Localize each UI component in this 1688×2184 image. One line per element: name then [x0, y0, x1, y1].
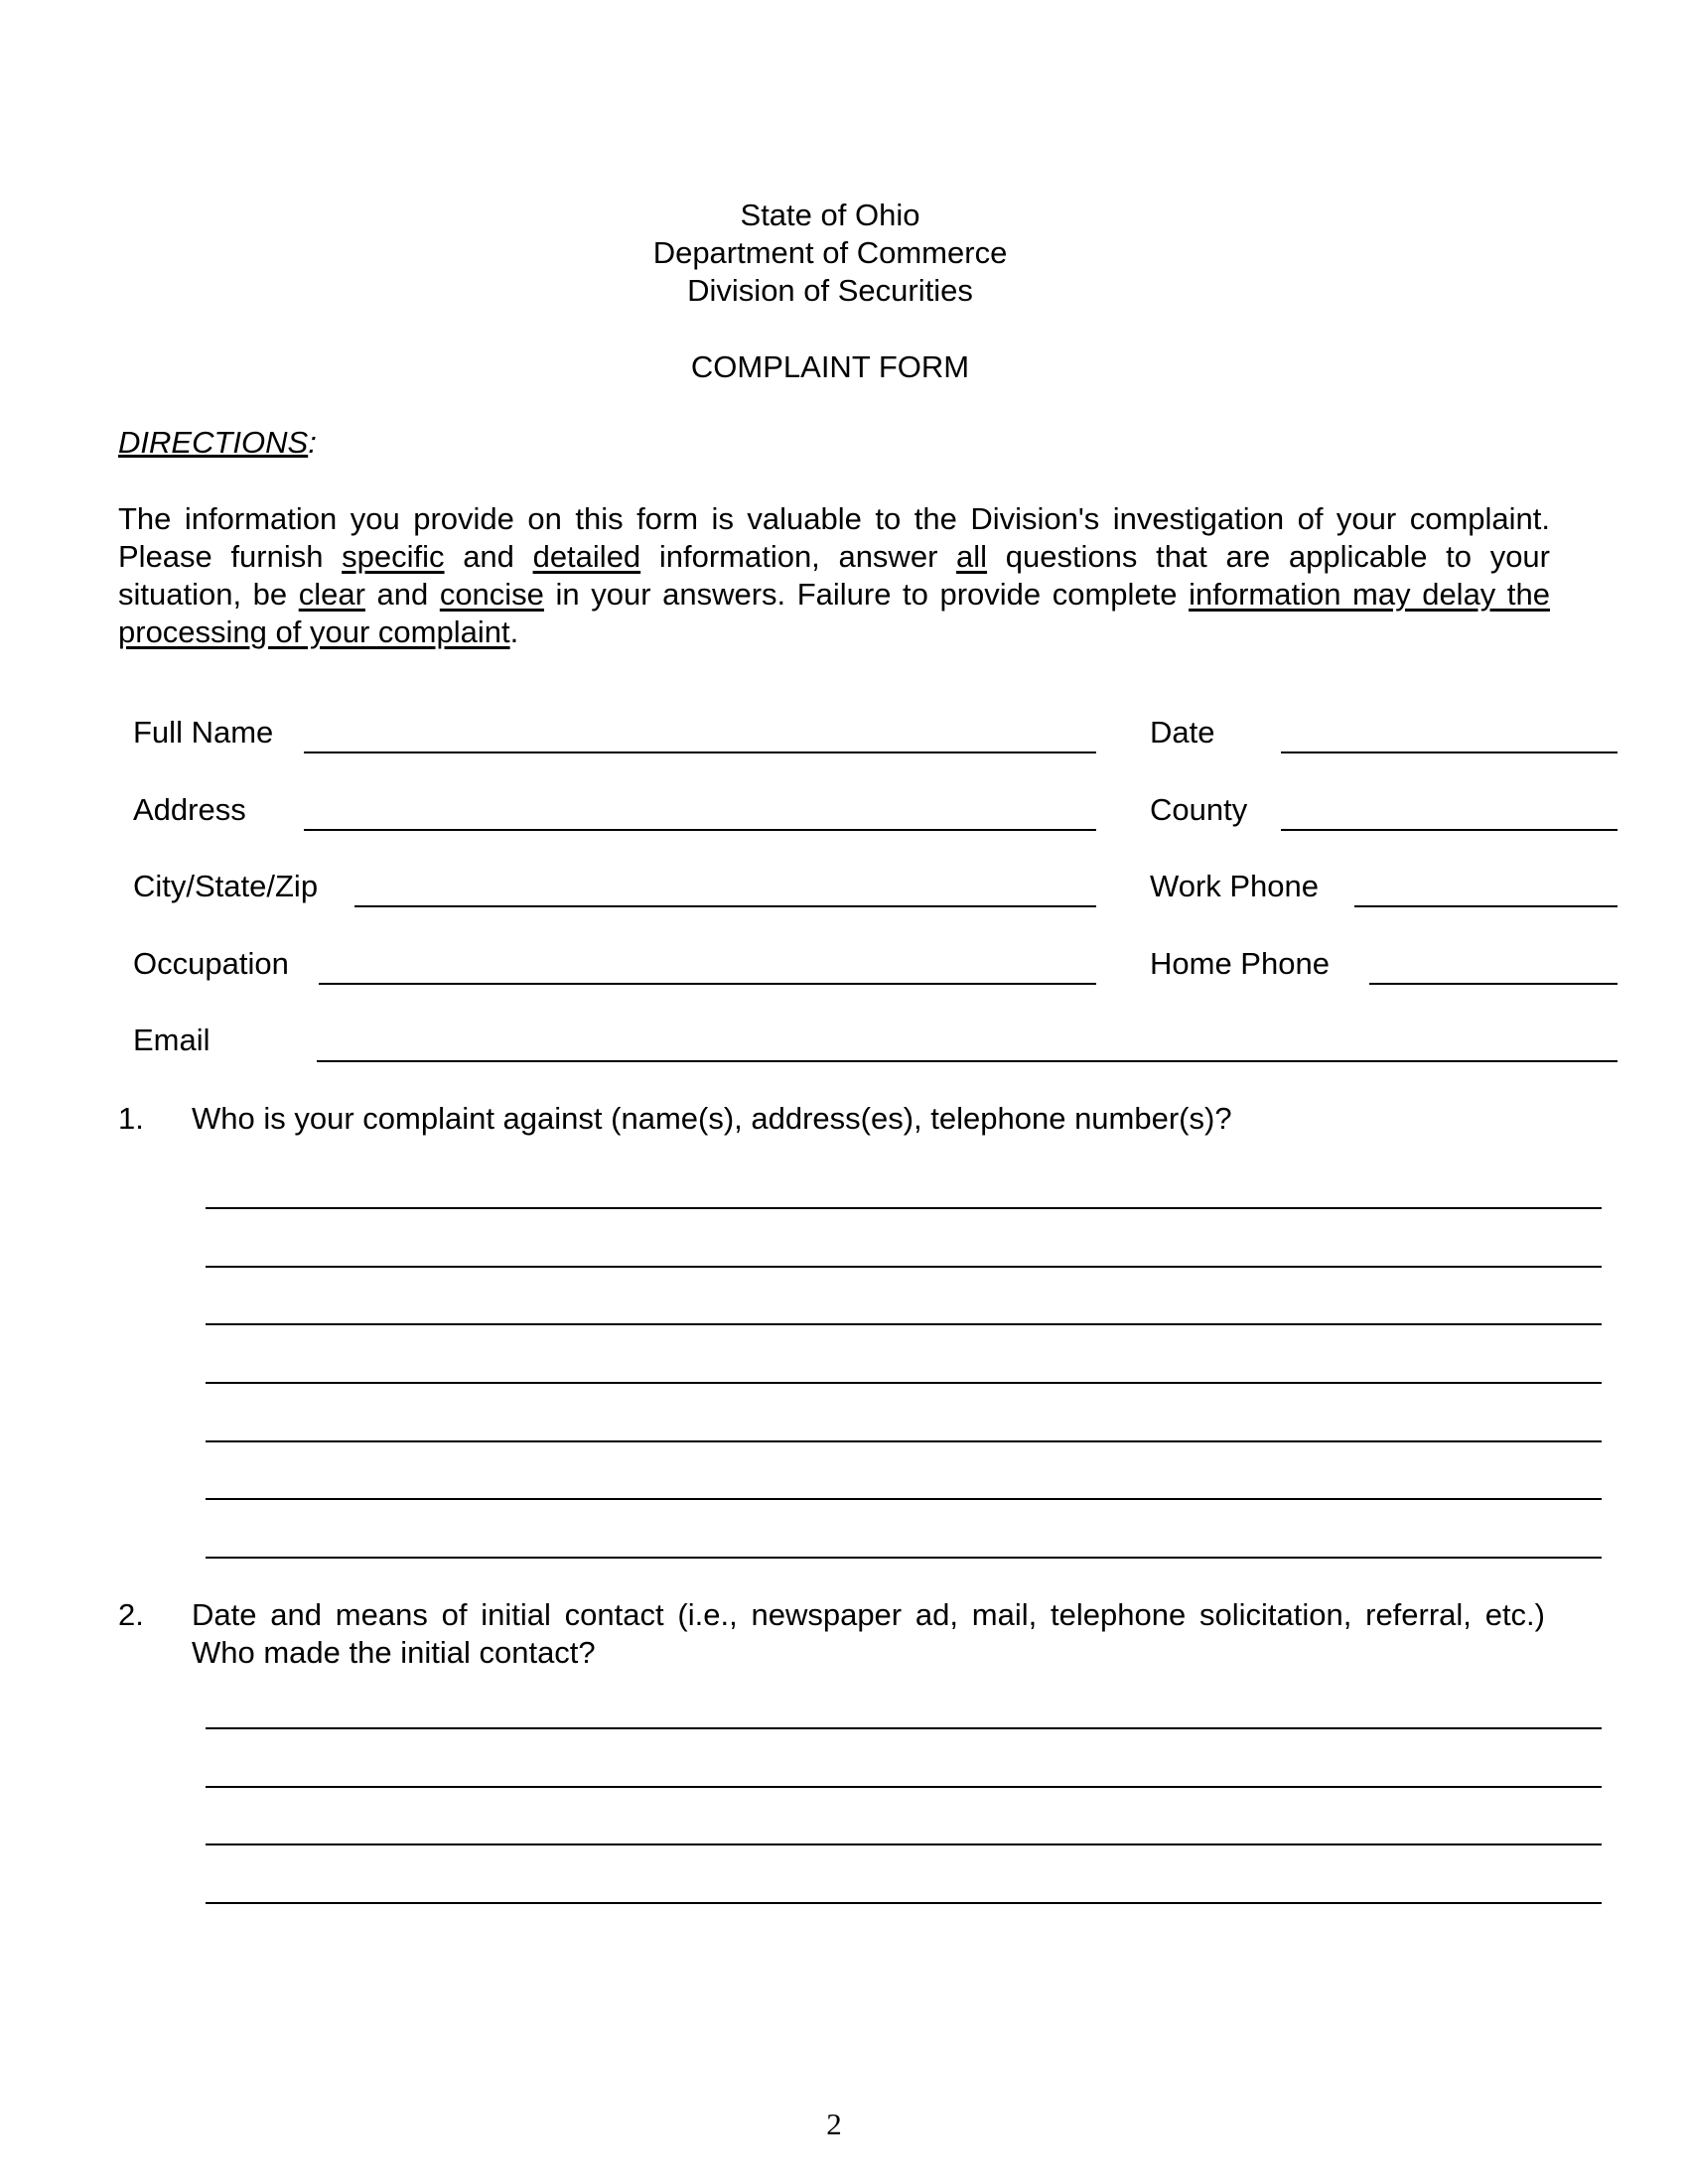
occupation-label: Occupation: [133, 946, 289, 981]
question-1-answer-line[interactable]: [206, 1207, 1602, 1209]
city-state-zip-label: City/State/Zip: [133, 869, 319, 903]
full-name-field[interactable]: [304, 751, 1096, 753]
question-2-text: Date and means of initial contact (i.e., newspaper ad, mail, telephone solicitation, referral, etc.) Who made the initial contact?: [192, 1597, 1545, 1670]
question-2-answer-line[interactable]: [206, 1727, 1602, 1729]
question-2-answer-line[interactable]: [206, 1843, 1602, 1845]
directions-heading: DIRECTIONS:: [118, 425, 317, 460]
directions-paragraph: The information you provide on this form is valuable to the Division's investigation of your complaint. Please furnish specific and detailed information, answer all questions that are applicable to your situation, be clear and concise in your answers. Failure to provide complete information may delay the processing of your complaint.: [118, 501, 1550, 649]
county-label: County: [1150, 792, 1248, 827]
city-state-zip-field[interactable]: [354, 905, 1096, 907]
date-label: Date: [1150, 715, 1215, 750]
home-phone-field[interactable]: [1369, 983, 1618, 985]
occupation-field[interactable]: [319, 983, 1096, 985]
form-title: COMPLAINT FORM: [690, 349, 970, 384]
home-phone-label: Home Phone: [1150, 946, 1330, 981]
work-phone-label: Work Phone: [1150, 869, 1320, 903]
address-field[interactable]: [304, 829, 1096, 831]
county-field[interactable]: [1281, 829, 1618, 831]
question-1-answer-line[interactable]: [206, 1323, 1602, 1325]
question-1-answer-line[interactable]: [206, 1498, 1602, 1500]
full-name-label: Full Name: [133, 715, 274, 750]
date-field[interactable]: [1281, 751, 1618, 753]
header-state: State of Ohio: [740, 198, 920, 232]
question-2-answer-line[interactable]: [206, 1786, 1602, 1788]
question-1-answer-line[interactable]: [206, 1557, 1602, 1559]
question-1-text: Who is your complaint against (name(s), address(es), telephone number(s)?: [192, 1101, 1232, 1136]
question-1-answer-line[interactable]: [206, 1266, 1602, 1268]
question-1-answer-line[interactable]: [206, 1440, 1602, 1442]
email-label: Email: [133, 1023, 211, 1057]
page-number: 2: [826, 2107, 842, 2141]
question-2-number: 2.: [118, 1597, 144, 1632]
question-1-answer-line[interactable]: [206, 1382, 1602, 1384]
header-division: Division of Securities: [687, 273, 973, 308]
email-field[interactable]: [317, 1060, 1618, 1062]
question-2-answer-line[interactable]: [206, 1902, 1602, 1904]
question-1-number: 1.: [118, 1101, 144, 1136]
work-phone-field[interactable]: [1354, 905, 1618, 907]
address-label: Address: [133, 792, 246, 827]
header-department: Department of Commerce: [652, 235, 1008, 270]
